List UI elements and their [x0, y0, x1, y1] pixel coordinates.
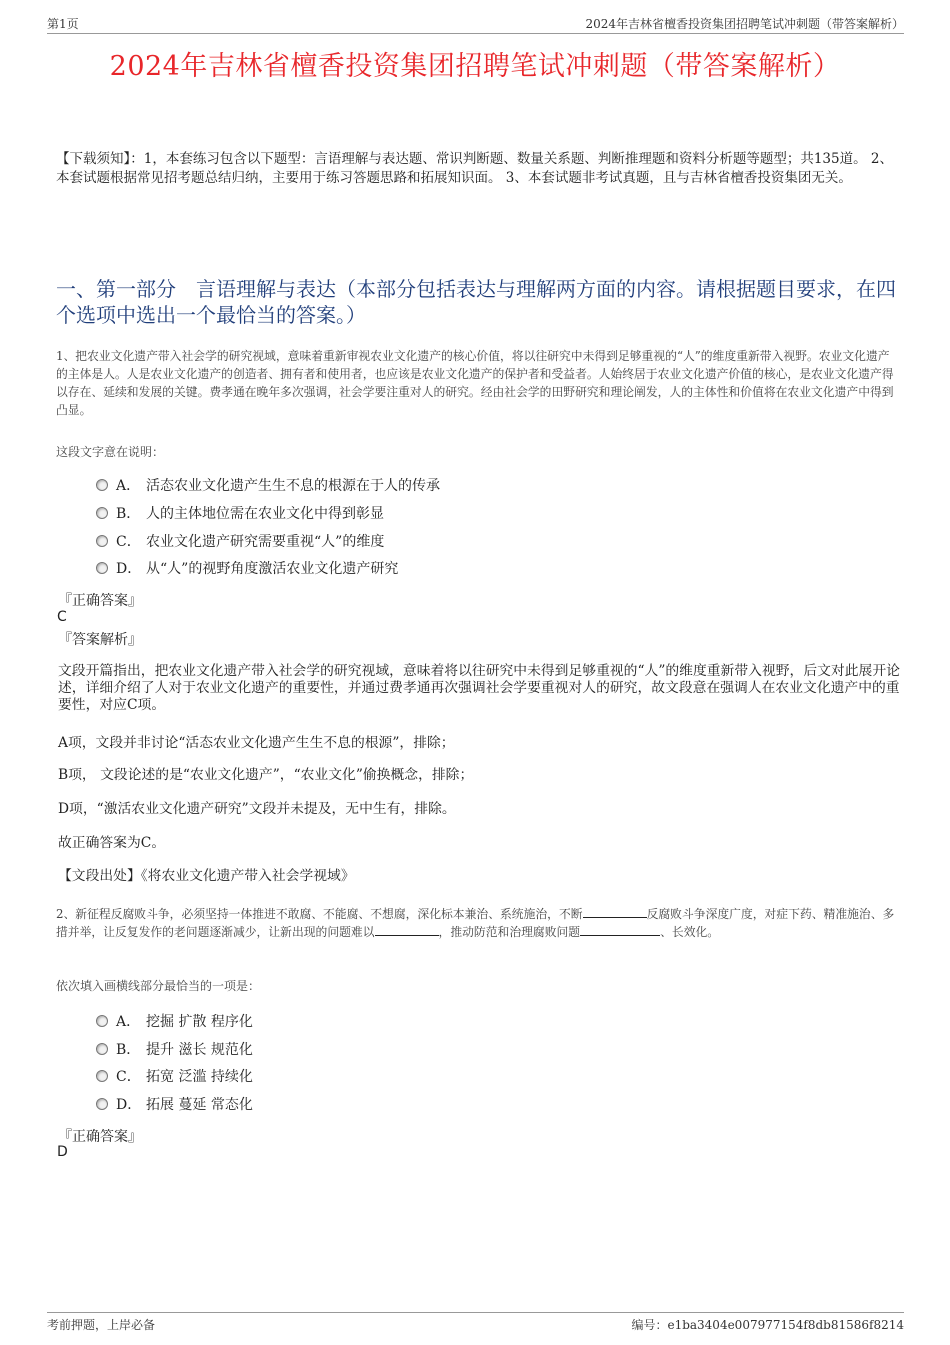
radio-button[interactable] [96, 535, 108, 547]
document-title: 2024年吉林省檀香投资集团招聘笔试冲刺题（带答案解析） [109, 51, 841, 82]
page-footer [47, 1312, 904, 1333]
option-text: 提升 滋长 规范化 [146, 1042, 253, 1058]
radio-button[interactable] [96, 479, 108, 491]
radio-button[interactable] [96, 1043, 108, 1055]
radio-button[interactable] [96, 1015, 108, 1027]
question-1-analysis-option-d: D项，“激活农业文化遗产研究”文段并未提及，无中生有，排除。 [58, 801, 456, 817]
radio-button[interactable] [96, 1070, 108, 1082]
stem-text: 反腐败斗争深度广度，对症下药、精准施治、多措并举，让反复发作的老问题逐渐减少，让新出现的问题难以 [56, 907, 895, 939]
radio-button[interactable] [96, 507, 108, 519]
question-1-analysis-label: 『答案解析』 [58, 632, 142, 648]
question-1-analysis-conclusion: 故正确答案为C。 [58, 835, 166, 851]
page-header [47, 14, 904, 34]
radio-button[interactable] [96, 562, 108, 574]
question-1-option-b[interactable] [96, 504, 384, 524]
question-2-option-b[interactable] [96, 1040, 253, 1060]
question-2-answer: D [57, 1144, 68, 1160]
page-number: 第1页 [47, 17, 79, 31]
option-letter: D． [116, 561, 142, 577]
section-heading: 一、第一部分 言语理解与表达（本部分包括表达与理解两方面的内容。请根据题目要求，在四个选项中选出一个最恰当的答案。） [56, 277, 896, 327]
fill-blank-3 [580, 923, 660, 936]
question-1-source: 【文段出处】《将农业文化遗产带入社会学视域》 [58, 868, 355, 884]
question-1-answer-label: 『正确答案』 [58, 593, 142, 609]
question-1-analysis-option-a: A项，文段并非讨论“活态农业文化遗产生生不息的根源”，排除； [58, 735, 455, 751]
question-1-analysis-paragraph: 文段开篇指出，把农业文化遗产带入社会学的研究视域，意味着将以往研究中未得到足够重视的“人”的维度重新带入视野，后文对此展开论述，详细介绍了人对于农业文化遗产的重要性，并通过费孝通再次强调社会学要重视对人的研究，故文段意在强调人在农业文化遗产中的重要性，对应C项。 [58, 663, 900, 713]
option-letter: C． [116, 534, 141, 550]
option-text: 从“人”的视野角度激活农业文化遗产研究 [146, 561, 399, 577]
radio-button[interactable] [96, 1098, 108, 1110]
download-notice: 【下载须知】：1，本套练习包含以下题型：言语理解与表达题、常识判断题、数量关系题、判断推理题和资料分析题等题型；共135道。 2、本套试题根据常见招考题总结归纳，主要用于练习答题思路和拓展知识面。 3、本套试题非考试真题，且与吉林省檀香投资集团无关。 [56, 151, 893, 186]
stem-text: 2、新征程反腐败斗争，必须坚持一体推进不敢腐、不能腐、不想腐，深化标本兼治、系统施治，不断 [56, 907, 583, 921]
option-text: 挖掘 扩散 程序化 [146, 1014, 253, 1030]
option-text: 拓展 蔓延 常态化 [146, 1097, 253, 1113]
question-2-answer-label: 『正确答案』 [58, 1129, 142, 1145]
footer-slogan: 考前押题，上岸必备 [47, 1318, 156, 1332]
option-letter: B． [116, 1042, 141, 1058]
header-doc-title: 2024年吉林省檀香投资集团招聘笔试冲刺题（带答案解析） [585, 17, 904, 31]
option-letter: C． [116, 1069, 141, 1085]
question-2-option-a[interactable] [96, 1012, 253, 1032]
footer-document-id: 编号：e1ba3404e007977154f8db81586f8214 [631, 1318, 904, 1332]
option-text: 拓宽 泛滥 持续化 [146, 1069, 253, 1085]
question-1-option-d[interactable] [96, 559, 398, 579]
question-2-prompt: 依次填入画横线部分最恰当的一项是： [56, 979, 261, 993]
question-1-prompt: 这段文字意在说明： [56, 445, 165, 459]
option-text: 活态农业文化遗产生生不息的根源在于人的传承 [146, 478, 440, 494]
option-letter: D． [116, 1097, 142, 1113]
question-1-option-c[interactable] [96, 532, 384, 552]
option-letter: B． [116, 506, 141, 522]
question-2-option-d[interactable] [96, 1095, 253, 1115]
question-1-stem: 1、把农业文化遗产带入社会学的研究视域，意味着重新审视农业文化遗产的核心价值，将以往研究中未得到足够重视的“人”的维度重新带入视野。农业文化遗产的主体是人。人是农业文化遗产的创造者、拥有者和使用者，也应该是农业文化遗产的保护者和受益者。人始终居于农业文化遗产价值的核心，是农业文化遗产得以存在、延续和发展的关键。费孝通在晚年多次强调，社会学要注重对人的研究。经由社会学的田野研究和理论阐发，人的主体性和价值将在农业文化遗产中得到凸显。 [56, 349, 894, 417]
stem-text: 、长效化。 [660, 925, 720, 939]
option-letter: A． [116, 1014, 141, 1030]
option-text: 人的主体地位需在农业文化中得到彰显 [146, 506, 384, 522]
option-letter: A． [116, 478, 141, 494]
fill-blank-2 [375, 923, 439, 936]
question-1-analysis-option-b: B项， 文段论述的是“农业文化遗产”，“农业文化”偷换概念，排除； [58, 767, 474, 783]
question-1-option-a[interactable] [96, 476, 440, 496]
question-1-answer: C [57, 609, 67, 625]
option-text: 农业文化遗产研究需要重视“人”的维度 [146, 534, 385, 550]
fill-blank-1 [583, 905, 647, 918]
stem-text: ，推动防范和治理腐败问题 [438, 925, 581, 939]
question-2-stem [56, 905, 900, 941]
question-2-option-c[interactable] [96, 1067, 253, 1087]
